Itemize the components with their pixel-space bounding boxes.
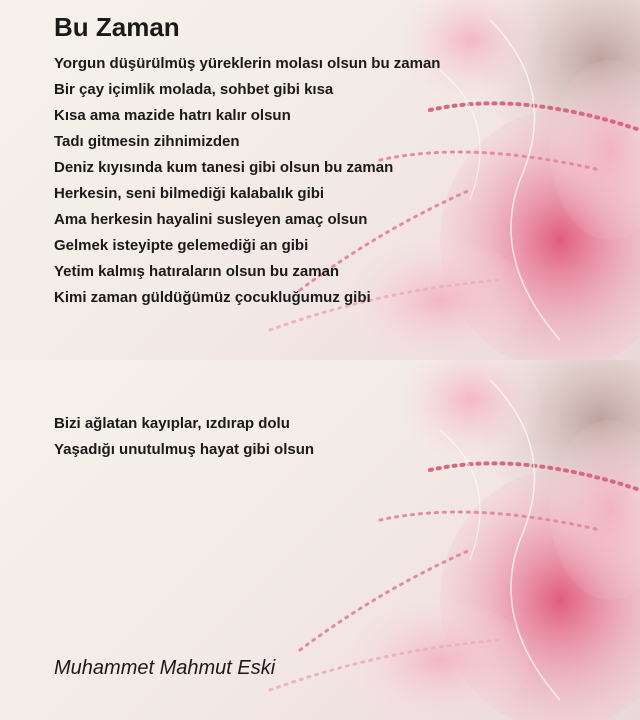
poem-line: Yorgun düşürülmüş yüreklerin molası olsun bu zaman [54, 55, 441, 72]
poem-line: Ama herkesin hayalini susleyen amaç olsun [54, 211, 368, 228]
poem-stanza-2 [54, 411, 314, 463]
poem-line: Deniz kıyısında kum tanesi gibi olsun bu zaman [54, 159, 394, 176]
poem-line: Yaşadığı unutulmuş hayat gibi olsun [54, 441, 315, 458]
poem-line: Kimi zaman güldüğümüz çocukluğumuz gibi [54, 289, 371, 306]
poem-line: Gelmek isteyipte gelemediği an gibi [54, 237, 309, 254]
poem-author: Muhammet Mahmut Eski [54, 657, 276, 679]
poem-card-bottom [0, 360, 640, 720]
poem-line: Bir çay içimlik molada, sohbet gibi kısa [54, 81, 334, 98]
poem-line: Tadı gitmesin zihnimizden [54, 133, 240, 150]
poem-line: Herkesin, seni bilmediği kalabalık gibi [54, 185, 325, 202]
poem-line: Bizi ağlatan kayıplar, ızdırap dolu [54, 415, 290, 432]
poem-title: Bu Zaman [54, 12, 180, 42]
poem-stanza-1 [54, 51, 440, 311]
poem-line: Yetim kalmış hatıraların olsun bu zaman [54, 263, 340, 280]
poem-line: Kısa ama mazide hatrı kalır olsun [54, 107, 291, 124]
